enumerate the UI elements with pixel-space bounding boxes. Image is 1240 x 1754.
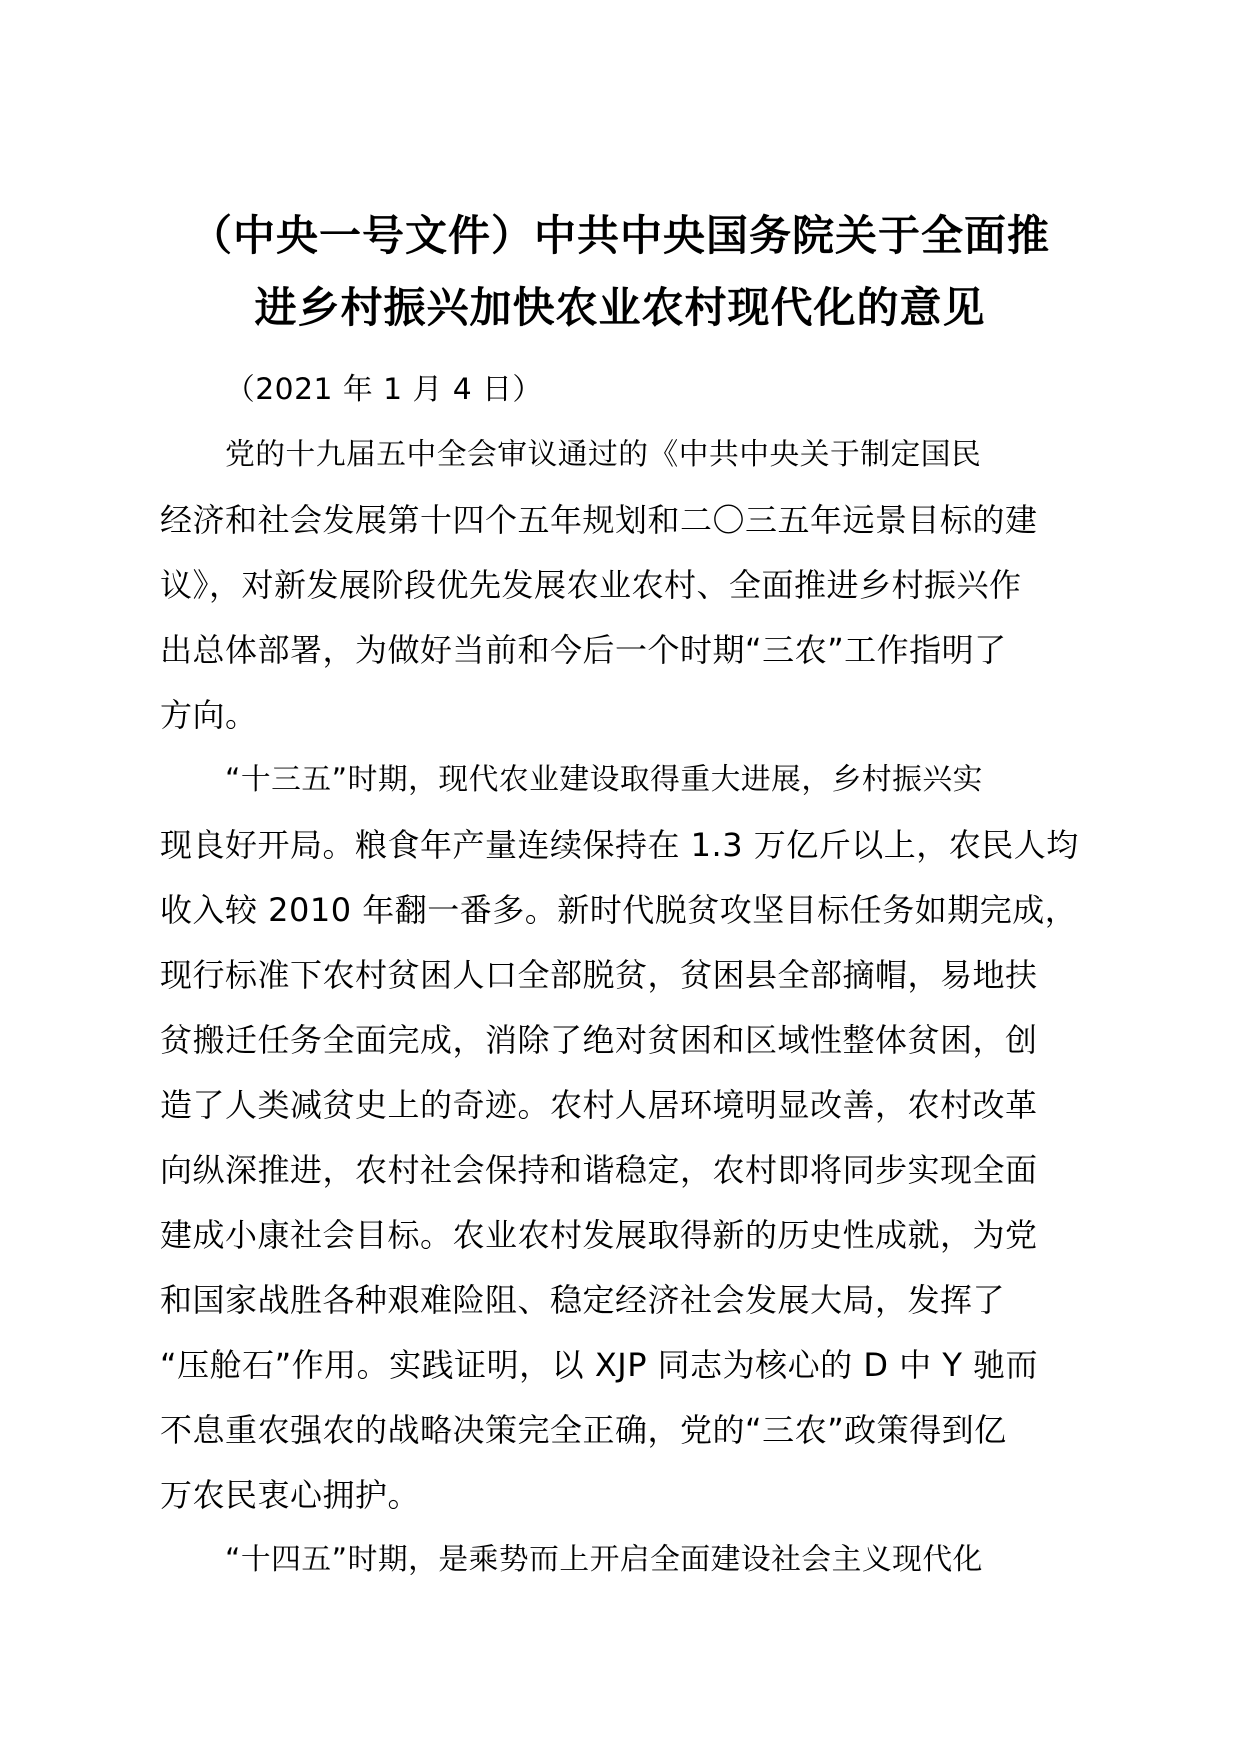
text-line: “十三五”时期，现代农业建设取得重大进展，乡村振兴实 — [225, 762, 983, 797]
text-line: 方向。 — [160, 696, 258, 734]
text-line: 议》，对新发展阶段优先发展农业农村、全面推进乡村振兴作 — [160, 566, 1022, 604]
text-line: 和国家战胜各种艰难险阻、稳定经济社会发展大局，发挥了 — [160, 1281, 1006, 1319]
title-line-2: 进乡村振兴加快农业农村现代化的意见 — [254, 283, 986, 332]
date-line: （2021 年 1 月 4 日） — [225, 372, 543, 407]
text-line: 出总体部署，为做好当前和今后一个时期“三农”工作指明了 — [160, 631, 1007, 669]
text-line: 万农民衷心拥护。 — [160, 1476, 421, 1514]
text-line: 经济和社会发展第十四个五年规划和二〇三五年远景目标的建 — [160, 501, 1038, 539]
text-line: 造了人类减贫史上的奇迹。农村人居环境明显改善，农村改革 — [160, 1086, 1038, 1124]
text-line: 不息重农强农的战略决策完全正确，党的“三农”政策得到亿 — [160, 1411, 1007, 1449]
title-line-1: （中央一号文件）中共中央国务院关于全面推 — [189, 211, 1050, 260]
text-line: 党的十九届五中全会审议通过的《中共中央关于制定国民 — [225, 437, 982, 472]
text-line: 现行标准下农村贫困人口全部脱贫，贫困县全部摘帽，易地扶 — [160, 956, 1038, 994]
text-line: “十四五”时期，是乘势而上开启全面建设社会主义现代化 — [225, 1542, 983, 1577]
document-title — [160, 200, 1080, 344]
text-line: 收入较 2010 年翻一番多。新时代脱贫攻坚目标任务如期完成， — [160, 891, 1078, 929]
text-line: 贫搬迁任务全面完成，消除了绝对贫困和区域性整体贫困，创 — [160, 1021, 1038, 1059]
text-line: 向纵深推进，农村社会保持和谐稳定，农村即将同步实现全面 — [160, 1151, 1038, 1189]
text-line: “压舱石”作用。实践证明，以 XJP 同志为核心的 D 中 Y 驰而 — [160, 1346, 1039, 1384]
text-line: 现良好开局。粮食年产量连续保持在 1.3 万亿斤以上，农民人均 — [160, 826, 1079, 864]
text-line: 建成小康社会目标。农业农村发展取得新的历史性成就，为党 — [160, 1216, 1038, 1254]
